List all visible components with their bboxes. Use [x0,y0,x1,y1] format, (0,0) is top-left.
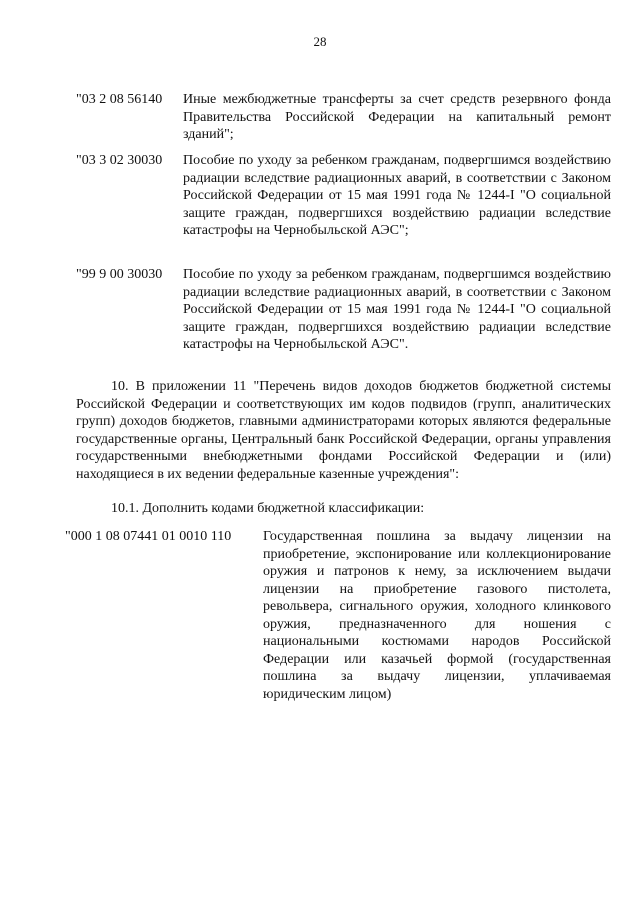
budget-code: "99 9 00 30030 [76,267,163,282]
budget-description: Пособие по уходу за ребенком гражданам, подвергшимся воздействию радиации вследствие радиационных аварий, в соответствии с Законом Российской Федерации от 15 мая 1991 года № 1244-I "О социальной защите граждан, подвергшихся воздействию радиации вследствие катастрофы на Чернобыльской АЭС"; [183,153,612,238]
budget-code: "03 2 08 56140 [76,92,163,107]
classification-entry [65,528,611,703]
budget-description: Пособие по уходу за ребенком гражданам, подвергшимся воздействию радиации вследствие радиационных аварий, в соответствии с Законом Российской Федерации от 15 мая 1991 года № 1244-I "О социальной защите граждан, подвергшихся воздействию радиации вследствие катастрофы на Чернобыльской АЭС". [183,267,612,352]
paragraph-10-1: 10.1. Дополнить кодами бюджетной классификации: [111,501,425,516]
paragraph-10: 10. В приложении 11 "Перечень видов доходов бюджетов бюджетной системы Российской Федерации и соответствующих им кодов подвидов (групп, аналитических групп) доходов бюджетов, главными администраторами которых являются федеральные государственные органы, Центральный банк Российской Федерации, органы управления государственными внебюджетными фондами Российской Федерации и (или) находящиеся в их ведении федеральные казенные учреждения": [76,379,611,482]
classification-code: "000 1 08 07441 01 0010 110 [65,529,232,544]
budget-entry [76,91,611,144]
budget-code: "03 3 02 30030 [76,153,163,168]
page-number: 28 [313,34,327,49]
budget-description: Иные межбюджетные трансферты за счет средств резервного фонда Правительства Российской Федерации на капитальный ремонт зданий"; [183,92,611,142]
budget-entry [76,266,611,354]
classification-description: Государственная пошлина за выдачу лицензии на приобретение, экспонирование или коллекционирование оружия и патронов к нему, за исключением выдачи лицензии на приобретение газового пистолета, револьвера, сигнального оружия, холодного клинкового оружия, предназначенного для ношения с национальными костюмами народов Российской Федерации или казачьей формой (государственная пошлина за выдачу лицензии, уплачиваемая юридическим лицом) [263,529,611,702]
budget-entry [76,152,611,240]
